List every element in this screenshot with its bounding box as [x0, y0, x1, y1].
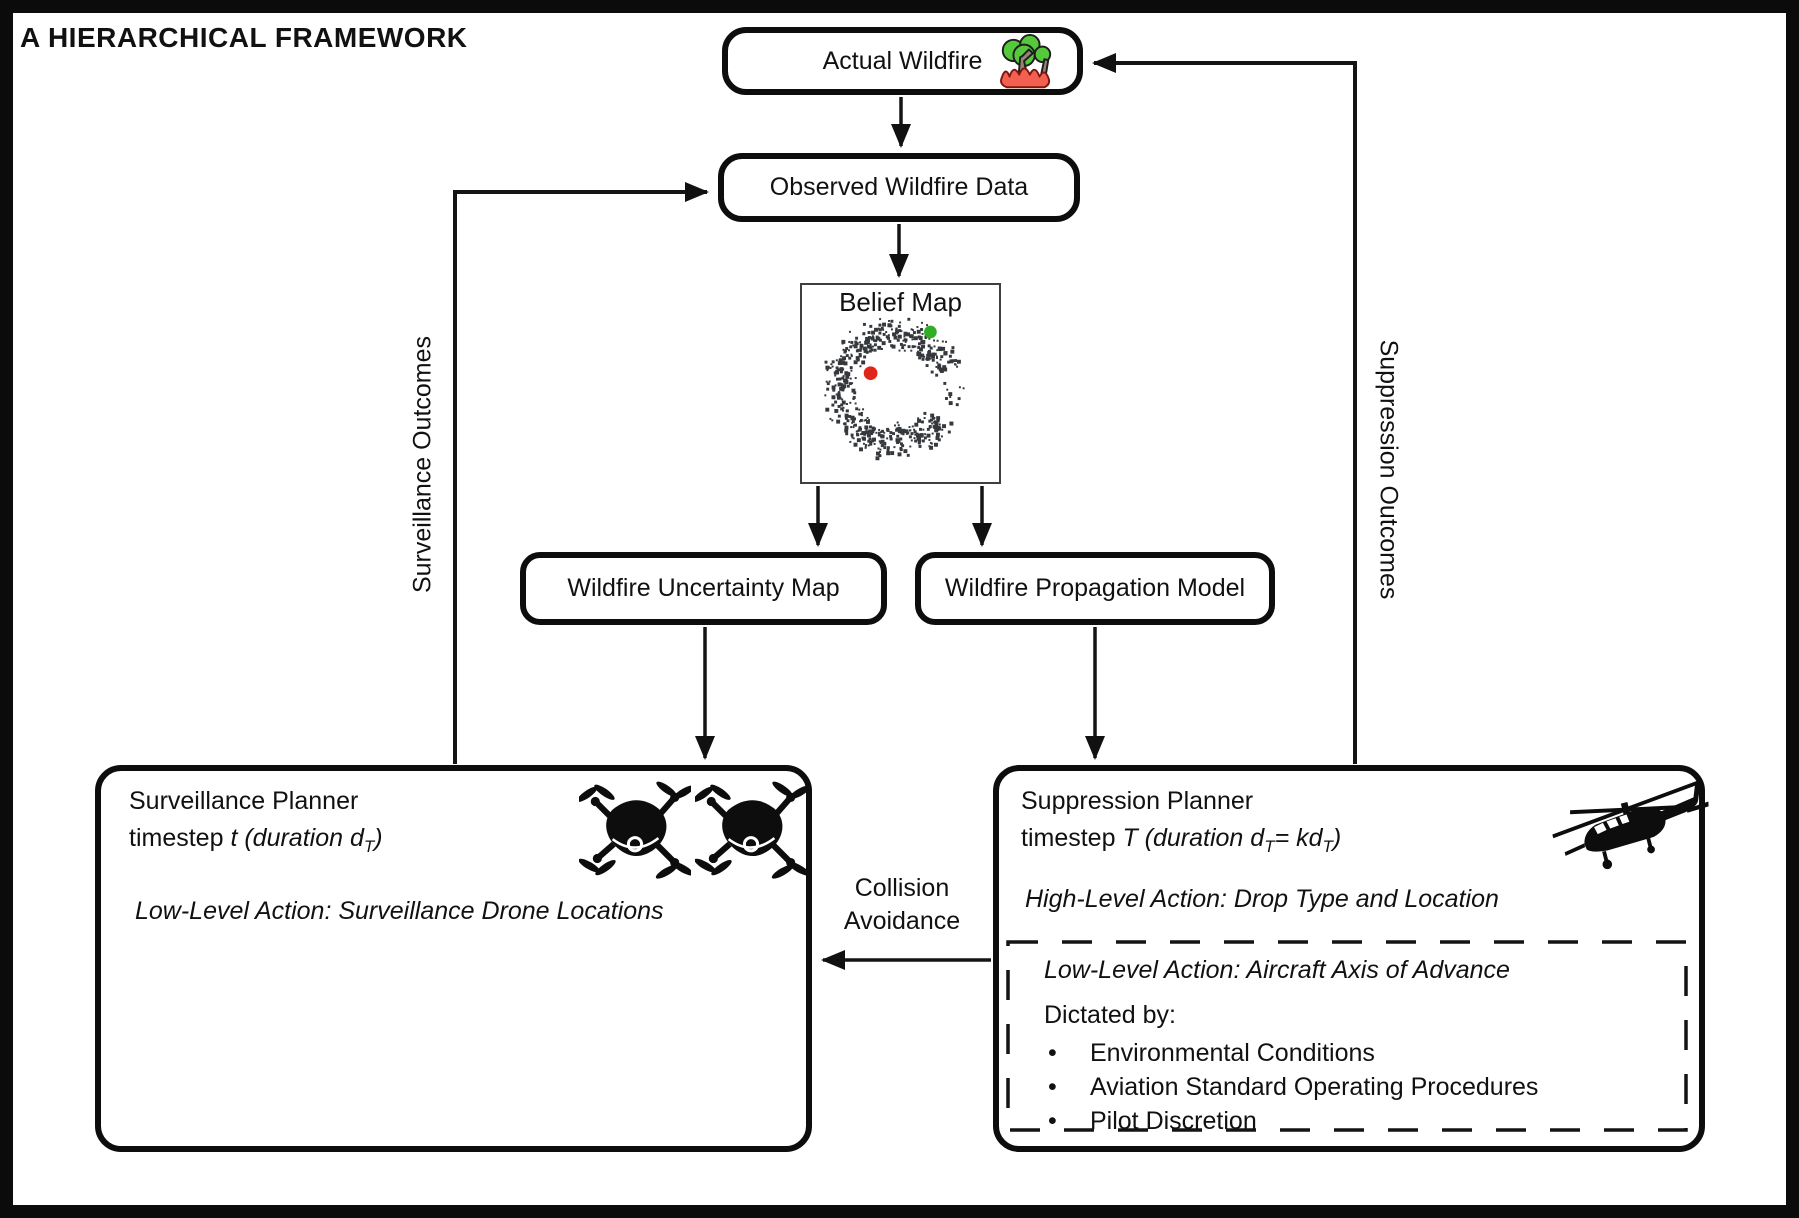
list-item: • Pilot Discretion [1014, 1104, 1538, 1138]
node-observed-wildfire-data [718, 153, 1080, 222]
surveillance-outcomes-label: Surveillance Outcomes [408, 335, 437, 594]
dictated-by-label: Dictated by: [1044, 1001, 1177, 1029]
node-wildfire-uncertainty-map-label: Wildfire Uncertainty Map [567, 574, 840, 602]
diagram-title: A HIERARCHICAL FRAMEWORK [20, 22, 468, 53]
dictated-by-list [1014, 1036, 1538, 1138]
belief-green-dot [924, 326, 937, 339]
belief-map-panel [800, 283, 1001, 484]
list-item: • Environmental Conditions [1014, 1036, 1538, 1070]
surveillance-planner-box [95, 765, 812, 1152]
node-wildfire-propagation-model-label: Wildfire Propagation Model [944, 574, 1246, 602]
arrow-surveillance-outcomes [455, 192, 707, 764]
suppression-timestep: timestep T (duration $d_T= kd_T$) [1021, 824, 1342, 856]
surveillance-planner-title: Surveillance Planner timestep t (duration $d_T$) [129, 787, 383, 856]
burning-tree-icon [994, 34, 1058, 94]
suppression-planner-box [993, 765, 1705, 1152]
surveillance-timestep: timestep t (duration $d_T$) [129, 824, 383, 856]
drone-icon [695, 781, 807, 890]
aircraft-axis-dashed-box [1014, 948, 1692, 1136]
list-item: • Aviation Standard Operating Procedures [1014, 1070, 1538, 1104]
node-actual-wildfire [722, 27, 1083, 95]
node-wildfire-propagation-model [915, 552, 1275, 625]
node-wildfire-uncertainty-map [520, 552, 887, 625]
surveillance-low-level-action: Low-Level Action: Surveillance Drone Locations [135, 897, 664, 925]
helicopter-icon [1547, 773, 1717, 900]
collision-avoidance-label: Collision Avoidance [843, 874, 961, 935]
belief-map-label: Belief Map [839, 287, 962, 317]
arrow-suppression-outcomes [1094, 63, 1355, 764]
suppression-low-level-action: Low-Level Action: Aircraft Axis of Advance [1044, 956, 1510, 984]
belief-red-dot [864, 366, 878, 380]
node-actual-wildfire-label: Actual Wildfire [822, 46, 983, 75]
suppression-outcomes-label: Suppression Outcomes [1374, 339, 1403, 600]
node-observed-wildfire-data-label: Observed Wildfire Data [769, 173, 1029, 201]
suppression-high-level-action: High-Level Action: Drop Type and Location [1025, 885, 1499, 913]
drone-icon [579, 781, 691, 890]
suppression-planner-title: Suppression Planner timestep T (duration $d_T= kd_T$) [1021, 787, 1342, 856]
